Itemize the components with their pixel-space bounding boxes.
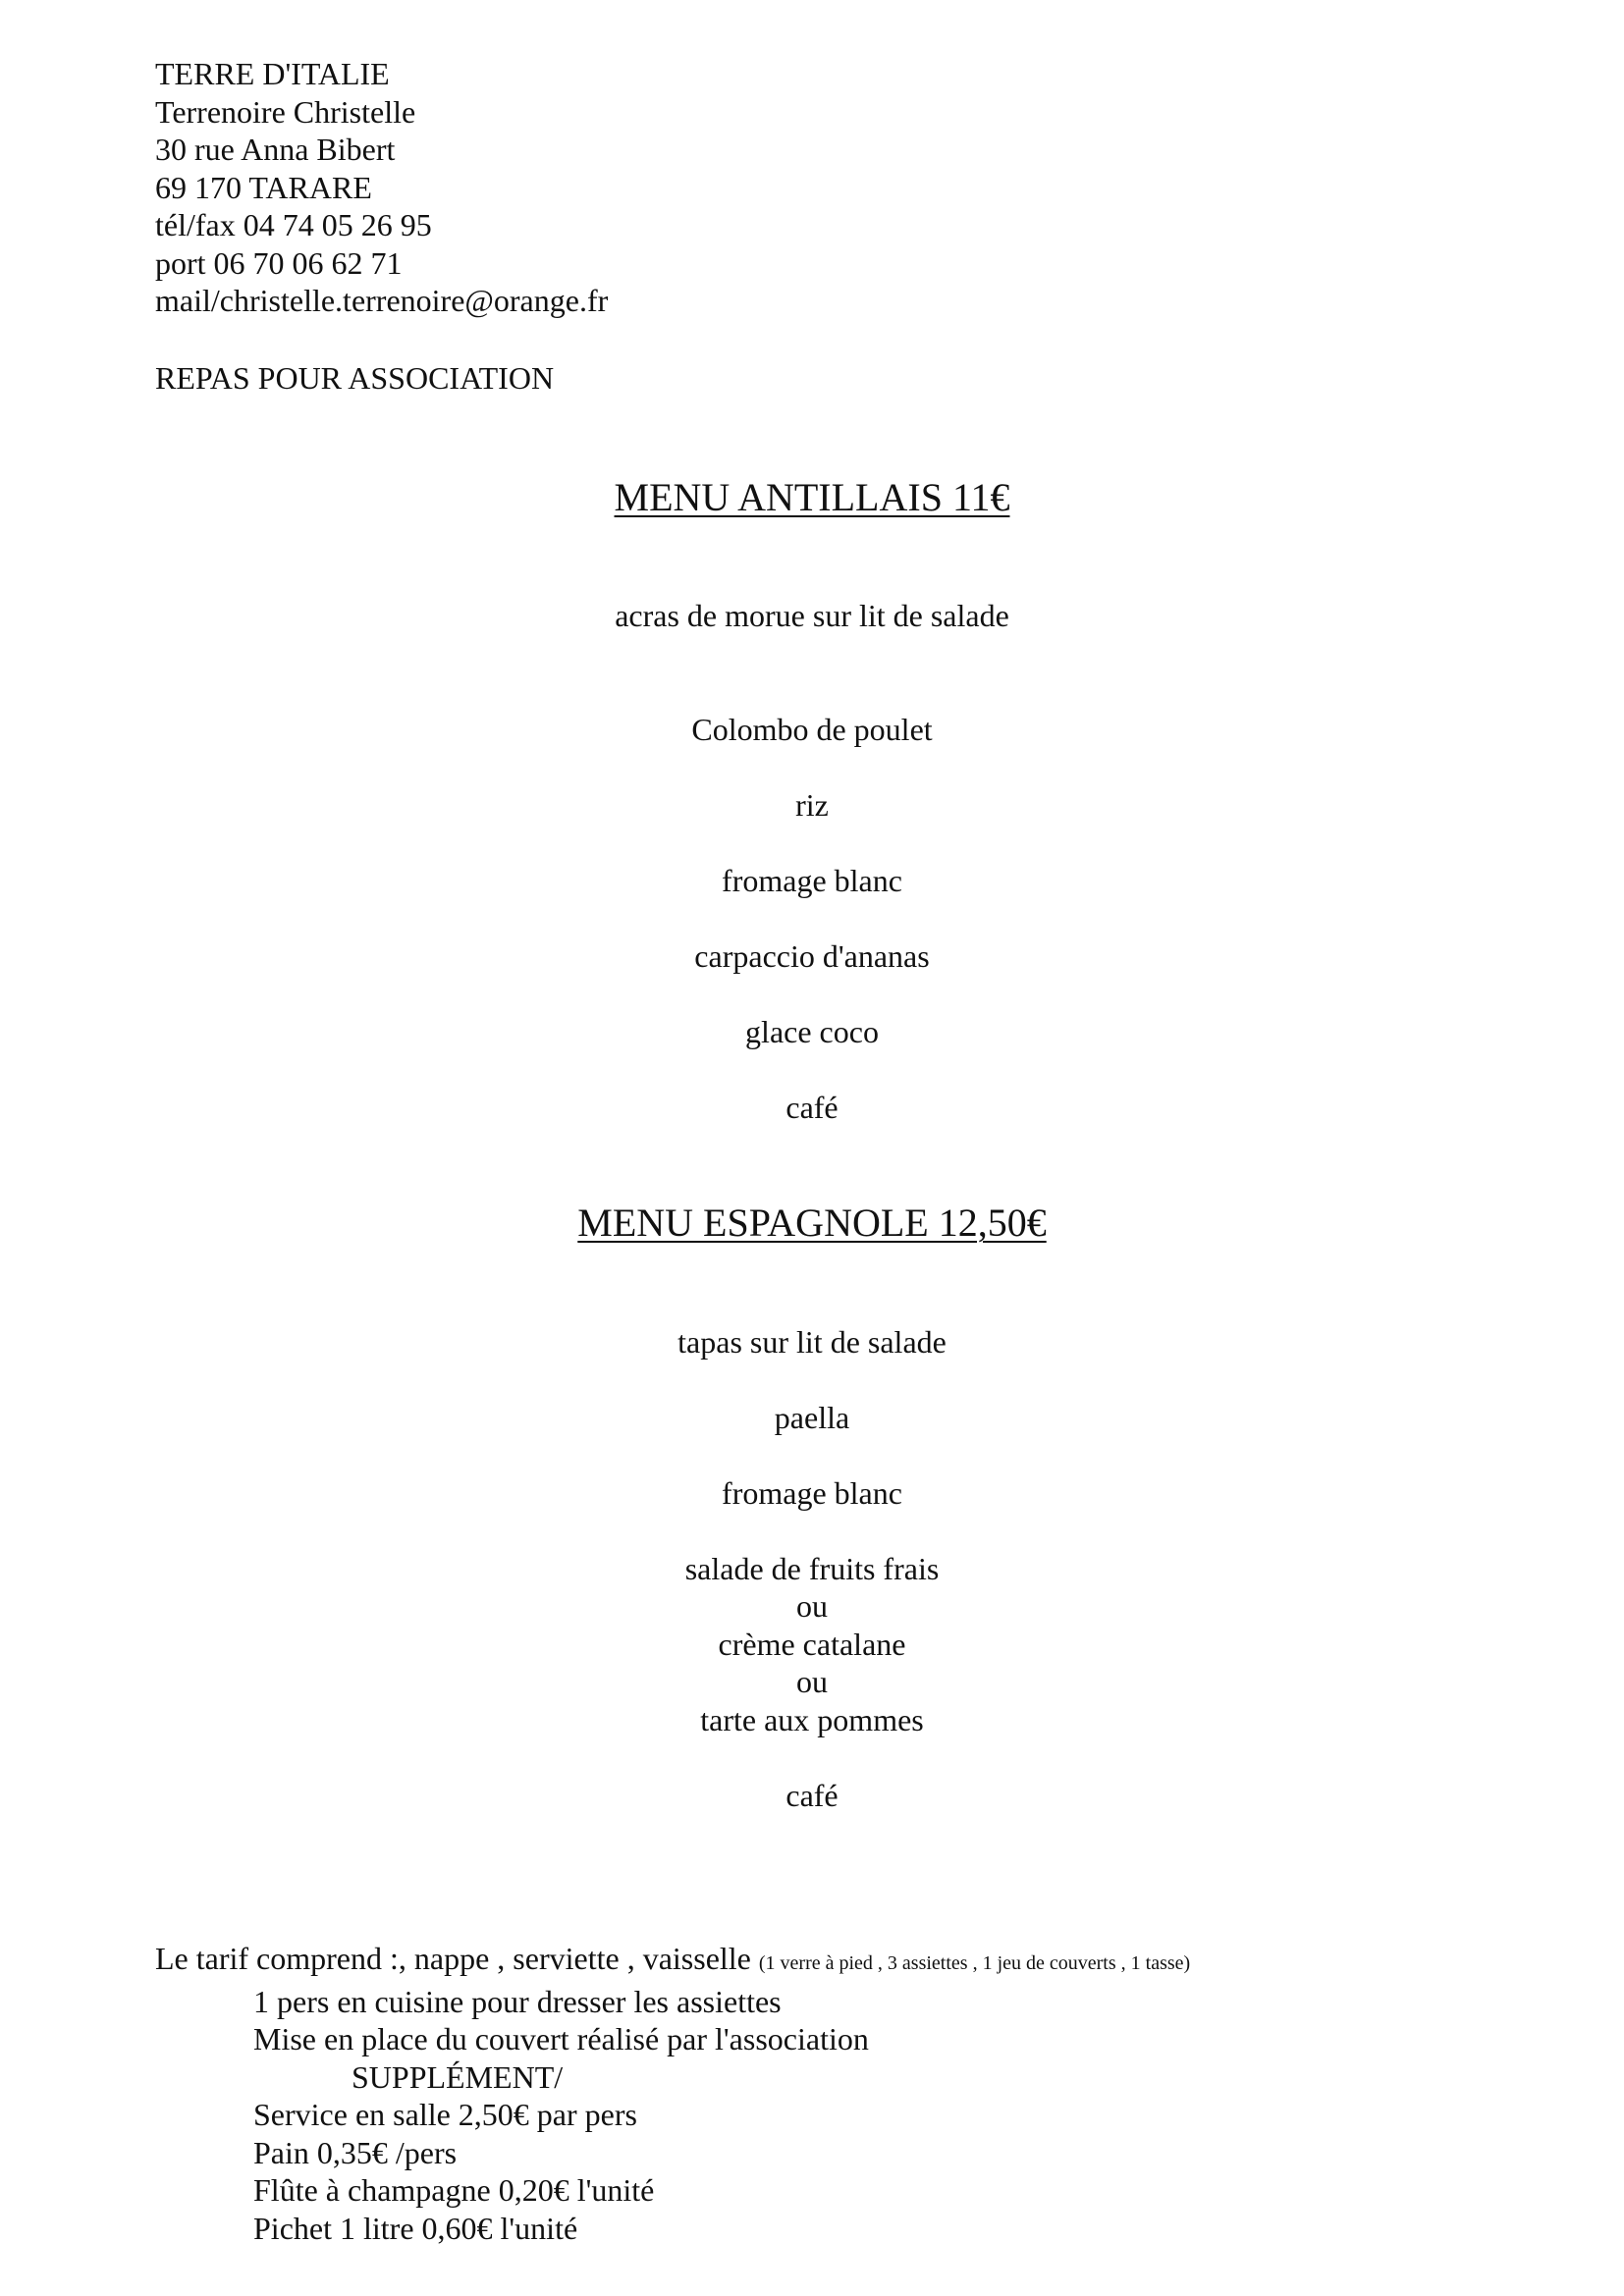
tarif-line [155,1940,1190,1983]
mobile-phone: port 06 70 06 62 71 [155,244,403,281]
postal-city: 69 170 TARARE [155,169,372,205]
owner-name: Terrenoire Christelle [155,93,416,130]
menu-antillais-item: fromage blanc [722,863,902,898]
menu-espagnole-title: MENU ESPAGNOLE 12,50€ [577,1201,1047,1245]
menu-antillais-item: carpaccio d'ananas [694,938,930,974]
menu-espagnole-or: ou [796,1588,828,1624]
menu-espagnole-item: salade de fruits frais [684,1551,940,1586]
menu-antillais-item: acras de morue sur lit de salade [615,598,1009,633]
menu-antillais-item: Colombo de poulet [691,712,933,747]
menu-espagnole-item: fromage blanc [722,1475,902,1511]
condition-line: 1 pers en cuisine pour dresser les assiettes [253,1983,782,2019]
email: mail/christelle.terrenoire@orange.fr [155,283,609,318]
supplement-line: Flûte à champagne 0,20€ l'unité [253,2172,655,2208]
menu-espagnole-item: crème catalane [718,1627,906,1662]
document-subtitle: REPAS POUR ASSOCIATION [155,360,555,396]
menu-antillais-title: MENU ANTILLAIS 11€ [614,475,1010,519]
supplement-line: Pichet 1 litre 0,60€ l'unité [253,2210,578,2246]
menu-espagnole-item: tapas sur lit de salade [677,1324,947,1360]
street-address: 30 rue Anna Bibert [155,132,396,167]
tarif-main: Le tarif comprend :, nappe , serviette , vaisselle [155,1941,751,1976]
menu-antillais-item: riz [795,787,829,823]
menu-espagnole-item: tarte aux pommes [700,1702,924,1737]
supplement-heading: SUPPLÉMENT/ [352,2058,564,2095]
business-name: TERRE D'ITALIE [155,56,390,91]
pricing-conditions [155,1940,1190,2247]
menu-espagnole-or: ou [796,1664,828,1699]
tarif-detail: (1 verre à pied , 3 assiettes , 1 jeu de couverts , 1 tasse) [758,1952,1191,1974]
menu-antillais-item: café [785,1090,839,1125]
menu-espagnole-item: paella [774,1400,850,1435]
menu-antillais-item: glace coco [745,1014,879,1049]
phone-fax: tél/fax 04 74 05 26 95 [155,207,432,242]
supplement-line: Pain 0,35€ /pers [253,2134,458,2170]
condition-line: Mise en place du couvert réalisé par l'association [253,2021,869,2056]
letterhead [155,55,608,320]
menu-espagnole-item: café [785,1778,839,1813]
supplement-line: Service en salle 2,50€ par pers [253,2097,637,2132]
